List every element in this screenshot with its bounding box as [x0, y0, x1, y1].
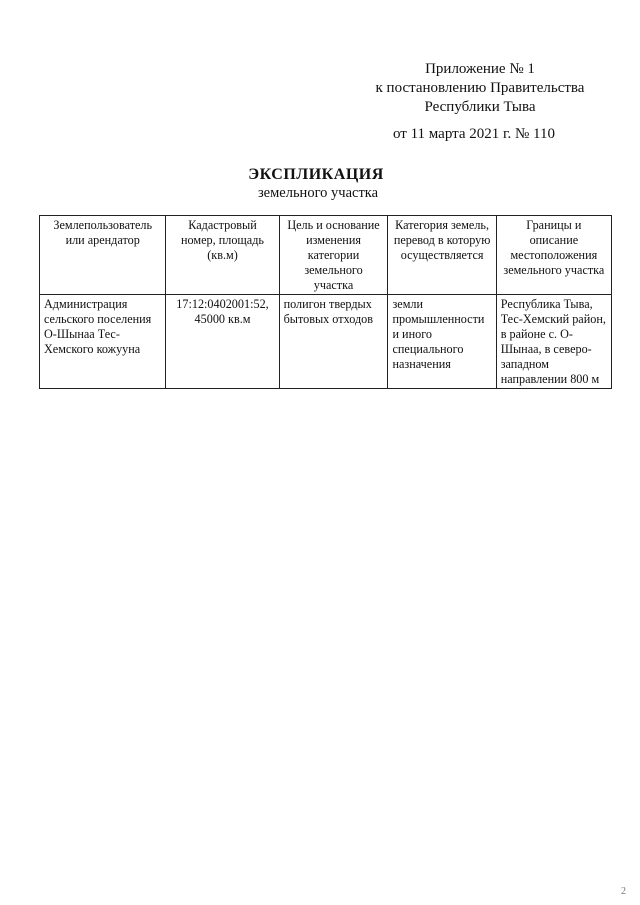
- table-row: [40, 295, 612, 389]
- appendix-reference: к постановлению Правительства: [375, 80, 585, 96]
- header-purpose: Цель и основание изменения категории земельного участка: [279, 216, 388, 295]
- cell-purpose: полигон твердых бытовых отходов: [279, 295, 388, 389]
- document-title: ЭКСПЛИКАЦИЯ: [248, 166, 384, 183]
- corner-mark: 2: [621, 886, 626, 897]
- appendix-block: [360, 60, 600, 117]
- header-cadastral-number: Кадастровый номер, площадь (кв.м): [166, 216, 279, 295]
- appendix-authority: Республики Тыва: [424, 99, 536, 115]
- table-header-row: [40, 216, 612, 295]
- document-subtitle: земельного участка: [257, 185, 379, 201]
- cell-land-user: Администрация сельского поселения О-Шынаа Тес-Хемского кожууна: [40, 295, 166, 389]
- header-land-user: Землепользователь или арендатор: [40, 216, 166, 295]
- header-land-category: Категория земель, перевод в которую осуществляется: [388, 216, 496, 295]
- explication-table: [39, 215, 612, 389]
- cell-cadastral-number: 17:12:0402001:52, 45000 кв.м: [166, 295, 279, 389]
- header-boundaries: Границы и описание местоположения земельного участка: [496, 216, 611, 295]
- appendix-number: Приложение № 1: [425, 61, 535, 77]
- document-heading: [0, 166, 640, 202]
- cell-boundaries: Республика Тыва, Тес-Хемский район, в районе с. О-Шынаа, в северо-западном направлении 800 м: [496, 295, 611, 389]
- decree-date-number: от 11 марта 2021 г. № 110: [392, 126, 555, 142]
- cell-land-category: земли промышленности и иного специального назначения: [388, 295, 496, 389]
